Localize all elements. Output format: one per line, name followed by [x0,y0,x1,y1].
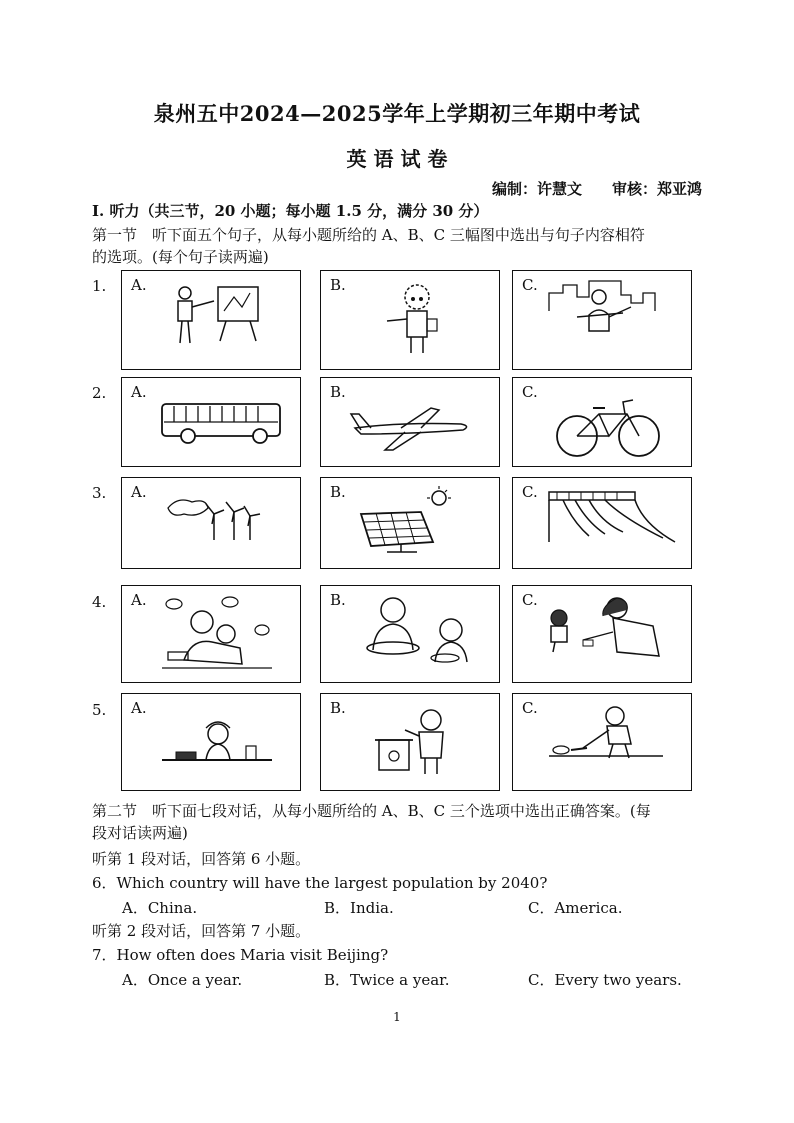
question-number: 5. [92,701,107,719]
airplane-icon [321,378,499,466]
question-number: 1. [92,277,107,295]
dialog1-intro: 听第 1 段对话，回答第 6 小题。 [92,850,311,868]
option-label: C. [522,483,538,501]
q6-option-c[interactable]: C．America. [528,899,623,917]
option-label: B. [330,591,346,609]
waterfall-dam-icon [513,478,691,568]
question-7-stem: 7．How often does Maria visit Beijing? [92,946,389,964]
question-6-stem: 6．Which country will have the largest population by 2040? [92,874,548,892]
solar-panel-icon [321,478,499,568]
option-box-1b[interactable] [320,270,500,370]
option-box-5a[interactable] [121,693,301,791]
girl-at-desk-icon [122,694,300,790]
option-label: A. [131,699,147,717]
option-label: A. [131,591,147,609]
reviewer-text: 审核：郑亚鸿 [611,180,702,198]
section-heading: Ⅰ. 听力（共三节，20 小题；每小题 1.5 分，满分 30 分） [92,202,489,220]
option-box-3c[interactable] [512,477,692,569]
bus-icon [122,378,300,466]
q6-option-b[interactable]: B．India. [324,899,394,917]
option-box-5c[interactable] [512,693,692,791]
option-label: B. [330,699,346,717]
option-box-4a[interactable] [121,585,301,683]
old-woman-icon [321,271,499,369]
option-label: A. [131,383,147,401]
question-number: 4. [92,593,107,611]
man-painting-icon [122,271,300,369]
kids-playing-icon [513,586,691,682]
option-label: B. [330,383,346,401]
q7-option-a[interactable]: A．Once a year. [122,971,243,989]
part1-instruction-line2: 的选项。(每个句子读两遍) [92,248,269,266]
option-box-2a[interactable] [121,377,301,467]
q6-option-a[interactable]: A．China. [122,899,198,917]
option-box-3b[interactable] [320,477,500,569]
dialog2-intro: 听第 2 段对话，回答第 7 小题。 [92,922,311,940]
option-box-4b[interactable] [320,585,500,683]
option-box-2b[interactable] [320,377,500,467]
q7-option-b[interactable]: B．Twice a year. [324,971,450,989]
option-box-5b[interactable] [320,693,500,791]
option-label: A. [131,276,147,294]
kids-eating-icon [321,586,499,682]
page-number: 1 [393,1010,401,1024]
option-label: C. [522,699,538,717]
part2-instruction-line2: 段对话读两遍) [92,824,188,842]
question-number: 3. [92,484,107,502]
option-label: C. [522,276,538,294]
part2-instruction-line1: 第二节 听下面七段对话，从每小题所给的 A、B、C 三个选项中选出正确答案。(每 [92,802,651,820]
editor-text: 编制：许慧文 [491,180,582,198]
option-box-1a[interactable] [121,270,301,370]
option-box-1c[interactable] [512,270,692,370]
option-label: A. [131,483,147,501]
option-box-3a[interactable] [121,477,301,569]
bicycle-icon [513,378,691,466]
man-presenting-city-icon [513,271,691,369]
option-box-4c[interactable] [512,585,692,683]
question-number: 2. [92,384,107,402]
option-label: C. [522,383,538,401]
family-studying-icon [122,586,300,682]
wind-turbines-icon [122,478,300,568]
option-label: C. [522,591,538,609]
page-subtitle: 英 语 试 卷 [346,147,448,171]
option-box-2c[interactable] [512,377,692,467]
part1-instruction-line1: 第一节 听下面五个句子，从每小题所给的 A、B、C 三幅图中选出与句子内容相符 [92,226,645,244]
q7-option-c[interactable]: C．Every two years. [528,971,682,989]
girl-recycling-icon [321,694,499,790]
option-label: B. [330,276,346,294]
page-title: 泉州五中2024—2025学年上学期初三年期中考试 [153,101,641,126]
girl-mopping-icon [513,694,691,790]
option-label: B. [330,483,346,501]
editor-line [462,178,702,199]
